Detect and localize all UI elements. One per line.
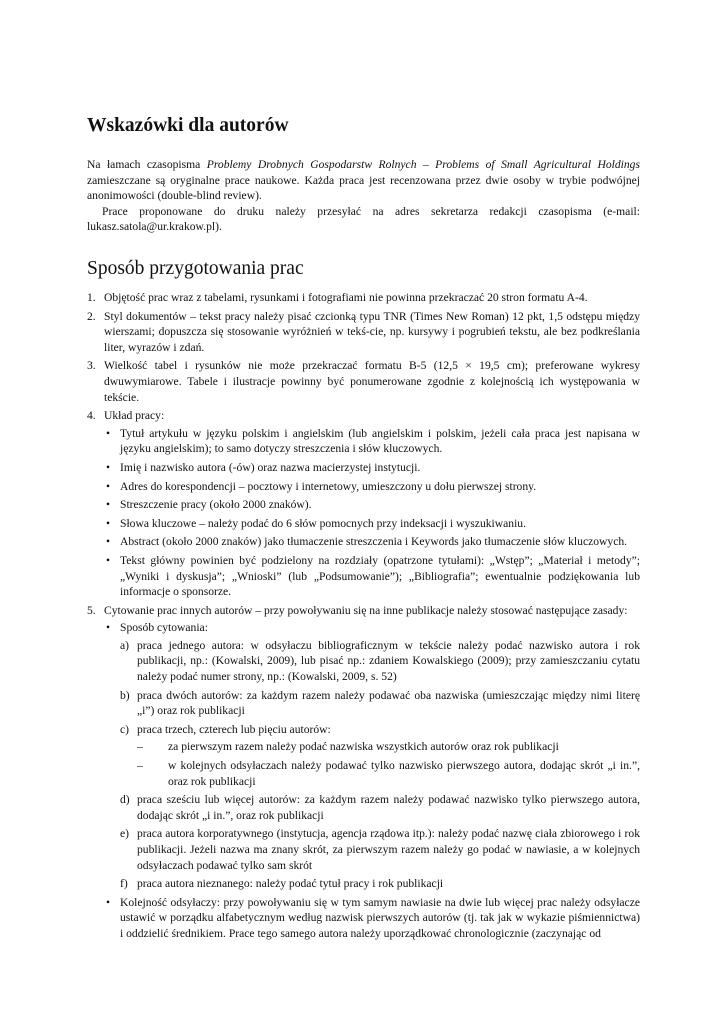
dash-text: w kolejnych odsyłaczach należy podawać tylko nazwisko pierwszego autora, dodając skrót „i in.”, oraz rok publikacji xyxy=(168,759,640,788)
bullet-item xyxy=(104,620,640,892)
dash-list xyxy=(137,739,640,789)
intro-section xyxy=(87,157,640,235)
item-number: 3. xyxy=(87,359,96,373)
item-number: 1. xyxy=(87,291,96,304)
bullet-text: Abstract (około 2000 znaków) jako tłumaczenie streszczenia i Keywords jako tłumaczenie słów kluczowych. xyxy=(120,535,628,549)
list-item-2 xyxy=(87,309,640,356)
item-text: Wielkość tabel i rysunków nie może przekraczać formatu B-5 (12,5 × 19,5 cm); preferowane wykresy dwuwymiarowe. Tabele i ilustracje powinny być ponumerowane zgodnie z kolejnością ich występowania w tekście. xyxy=(104,359,640,404)
bullet-text: Kolejność odsyłaczy: przy powoływaniu się w tym samym nawiasie na dwie lub więcej prac należy odsyłacze ustawić w porządku alfabetycznym według nazwisk pierwszych autorów (tj. tak jak w wykazie piśmiennictwa) i oddzielić średnikiem. Prace tego samego autora należy uporządkować chronologicznie (zaczynając od xyxy=(120,895,640,940)
bullet-icon: • xyxy=(106,553,111,567)
rule-letter: e) xyxy=(120,827,130,841)
bullet-text: Sposób cytowania: xyxy=(120,621,208,635)
guidelines-list xyxy=(87,290,640,945)
rule-text: praca trzech, czterech lub pięciu autorów: xyxy=(137,722,331,736)
bullet-item xyxy=(104,479,640,495)
list-item-4 xyxy=(87,408,640,600)
item-text: Cytowanie prac innych autorów – przy powoływaniu się na inne publikacje należy stosować następujące zasady: xyxy=(104,603,628,617)
bullet-item xyxy=(104,426,640,457)
page-title: Wskazówki dla autorów xyxy=(87,115,289,136)
bullet-item xyxy=(104,460,640,476)
bullet-text: Słowa kluczowe – należy podać do 6 słów pomocnych przy indeksacji i wyszukiwaniu. xyxy=(120,516,527,530)
bullet-icon: • xyxy=(106,426,111,440)
list-item-3 xyxy=(87,358,640,405)
item-text: Styl dokumentów – tekst pracy należy pisać czcionką typu TNR (Times New Roman) 12 pkt, 1,5 odstępu między wierszami; dopuszcza się stosowanie wyróżnień w tekś-cie, np. kursywy i pogrubień tekstu, ale bez podkreślania liter, wyrazów i zdań. xyxy=(104,309,640,354)
rule-text: praca sześciu lub więcej autorów: za każdym razem należy podawać nazwisko tylko pierwszego autora, dodając skrót „i in.”, oraz rok publikacji xyxy=(137,793,640,822)
bullet-item xyxy=(104,516,640,532)
dash-icon: – xyxy=(137,759,143,773)
dash-text: za pierwszym razem należy podać nazwiska wszystkich autorów oraz rok publikacji xyxy=(168,740,559,754)
bullet-icon: • xyxy=(106,621,111,635)
rule-text: praca autora korporatywnego (instytucja, agencja rządowa itp.): należy podać nazwę ciała zbiorowego i rok publikacji. Jeżeli nazwa ma znany skrót, za pierwszym razem należy go podać w nawiasie, a w kolejnych odsyłaczach podawać tylko sam skrót xyxy=(137,827,640,872)
intro-text: Na łamach czasopisma xyxy=(87,158,207,171)
rule-text: praca autora nieznanego: należy podać tytuł pracy i rok publikacji xyxy=(137,877,444,891)
bullet-text: Tekst główny powinien być podzielony na rozdziały (opatrzone tytułami): „Wstęp”; „Materiał i metody”; „Wyniki i dyskusja”; „Wnioski” (lub „Podsumowanie”); „Bibliografia”; ewentualnie podziękowania lub informacje o sponsorze. xyxy=(120,553,640,599)
bullet-text: Streszczenie pracy (około 2000 znaków). xyxy=(120,498,312,512)
intro-paragraph-1 xyxy=(87,157,640,204)
rule-item-a xyxy=(120,638,640,685)
bullet-text: Imię i nazwisko autora (-ów) oraz nazwa macierzystej instytucji. xyxy=(120,460,421,474)
dash-icon: – xyxy=(137,740,143,754)
bullet-item xyxy=(104,497,640,513)
rule-item-c xyxy=(120,722,640,789)
rule-item-f xyxy=(120,876,640,892)
rule-letter: b) xyxy=(120,688,130,702)
item-number: 2. xyxy=(87,309,96,323)
rule-letter: f) xyxy=(120,877,128,891)
list-item-1 xyxy=(87,290,640,306)
bullet-item xyxy=(104,534,640,550)
rule-item-b xyxy=(120,688,640,719)
rule-text: praca dwóch autorów: za każdym razem należy podawać oba nazwiska (umieszczając między nimi literę „i”) oraz rok publikacji xyxy=(137,688,640,718)
rule-text: praca jednego autora: w odsyłaczu bibliograficznym w tekście należy podać nazwisko autora i rok publikacji, np.: (Kowalski, 2009), lub pisać np.: zdaniem Kowalskiego (2009); przy zamieszczaniu cytatu należy podać numer strony, np.: (Kowalski, 2009, s. 52) xyxy=(137,638,640,684)
bullet-icon: • xyxy=(106,895,111,909)
bullet-icon: • xyxy=(106,535,111,549)
intro-text: zamieszczane są oryginalne prace naukowe. Każda praca jest recenzowana przez dwie osoby w trybie podwójnej anonimowości (double-blind review). xyxy=(87,173,640,203)
citation-bullets xyxy=(104,620,640,941)
citation-rules xyxy=(120,638,640,892)
bullet-icon: • xyxy=(106,516,111,530)
item-text: Układ pracy: xyxy=(104,409,165,423)
item-number: 5. xyxy=(87,603,96,617)
rule-letter: c) xyxy=(120,722,130,736)
bullet-text: Adres do korespondencji – pocztowy i internetowy, umieszczony u dołu pierwszej strony. xyxy=(120,479,537,493)
layout-bullets xyxy=(104,426,640,600)
intro-paragraph-2: Prace proponowane do druku należy przesyłać na adres sekretarza redakcji czasopisma (e-mail: lukasz.satola@ur.krakow.pl). xyxy=(87,204,640,234)
list-item-5 xyxy=(87,603,640,942)
bullet-item xyxy=(104,895,640,942)
dash-item xyxy=(137,758,640,789)
bullet-icon: • xyxy=(106,479,111,493)
bullet-icon: • xyxy=(106,498,111,512)
rule-item-e xyxy=(120,826,640,873)
item-text: Objętość prac wraz z tabelami, rysunkami i fotografiami nie powinna przekraczać 20 stron formatu A-4. xyxy=(104,291,588,304)
bullet-icon: • xyxy=(106,460,111,474)
section-title: Sposób przygotowania prac xyxy=(87,258,304,279)
dash-item xyxy=(137,739,640,755)
item-number: 4. xyxy=(87,409,96,423)
bullet-text: Tytuł artykułu w języku polskim i angielskim (lub angielskim i polskim, jeżeli cała praca jest napisana w języku angielskim); to samo dotyczy streszczenia i słów kluczowych. xyxy=(120,426,640,456)
rule-letter: a) xyxy=(120,638,130,652)
rule-letter: d) xyxy=(120,793,130,807)
rule-item-d xyxy=(120,792,640,823)
bullet-item xyxy=(104,553,640,600)
journal-name: Problemy Drobnych Gospodarstw Rolnych – Problems of Small Agricultural Holdings xyxy=(206,158,640,171)
